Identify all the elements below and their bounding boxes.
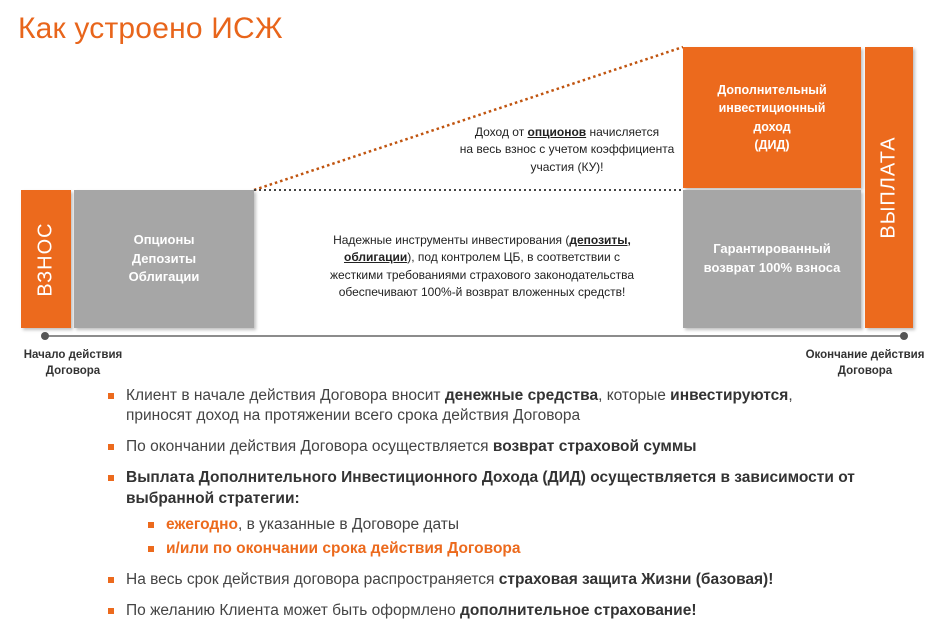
bullet-strong: возврат страховой суммы <box>492 438 697 456</box>
options-text-part: начисляется <box>586 125 660 139</box>
did-line: (ДИД) <box>754 137 790 152</box>
guaranteed-line: возврат 100% взноса <box>703 260 841 275</box>
instrument-bonds: Облигации <box>128 269 200 285</box>
bullet-text: По окончании действия Договора осуществляется <box>126 438 493 456</box>
bullet-strong: дополнительное страхование <box>460 602 692 620</box>
end-label-line: Окончание действия <box>805 349 925 361</box>
reliable-instruments-text <box>296 232 668 302</box>
bullet-strong: инвестируются <box>670 387 789 404</box>
reliable-text-line: обеспечивают 100%-й возврат вложенных средств! <box>338 285 626 300</box>
reliable-text-part: ), под контролем ЦБ, в соответствии с <box>407 250 620 265</box>
instruments-box <box>74 190 254 328</box>
end-label <box>790 348 940 379</box>
bullet-item <box>108 601 908 621</box>
did-line: доход <box>753 119 791 134</box>
bullet-strong: страховая защита Жизни (базовая) <box>498 570 769 588</box>
bullet-item <box>108 437 908 457</box>
contribution-label: ВЗНОС <box>34 221 57 297</box>
bullet-strong: денежные средства <box>444 387 599 404</box>
start-dot <box>41 332 49 340</box>
start-label-line: Договора <box>45 364 101 377</box>
bullet-text: приносят доход на протяжении всего срока действия Договора <box>126 407 581 425</box>
did-line: инвестиционный <box>718 101 826 116</box>
additional-income-box <box>683 47 861 188</box>
bullet-list <box>108 386 908 632</box>
end-dot <box>900 332 908 340</box>
options-text-bold: опционов <box>527 125 587 139</box>
reliable-text-bold: депозиты, <box>569 233 631 247</box>
bullet-text: Клиент в начале действия Договора вносит <box>126 387 445 404</box>
bullet-text: На весь срок действия договора распространяется <box>126 570 499 588</box>
options-text-part: Доход от <box>474 125 528 139</box>
options-text-line: на весь взнос с учетом коэффициента <box>459 142 675 157</box>
reliable-text-part: Надежные инструменты инвестирования ( <box>333 233 570 247</box>
sub-bullet-text: , в указанные в Договоре даты <box>238 515 459 533</box>
bullet-strong: Выплата Дополнительного Инвестиционного Дохода (ДИД) осуществляется в зависимости от <box>126 469 855 487</box>
options-text-line: участия (КУ)! <box>530 159 604 174</box>
reliable-text-line: жесткими требованиями страхового законодательства <box>329 267 635 282</box>
bullet-strong: выбранной стратегии: <box>126 489 300 507</box>
bullet-item <box>108 570 908 590</box>
bullet-text: , которые <box>598 387 671 404</box>
instrument-options: Опционы <box>133 231 195 247</box>
sub-bullet-strong: и/или по окончании срока действия Договора <box>166 539 521 557</box>
bullet-strong: ! <box>691 602 697 620</box>
guaranteed-line: Гарантированный <box>713 241 831 257</box>
bullet-item <box>108 468 908 508</box>
start-label <box>8 348 138 379</box>
sub-bullet-item <box>148 515 908 535</box>
options-income-text <box>432 124 702 176</box>
contribution-box <box>21 190 71 328</box>
sub-bullet-strong: ежегодно <box>166 515 239 533</box>
reliable-text-bold: облигации <box>343 250 408 265</box>
guaranteed-return-box <box>683 190 861 328</box>
bullet-text: По желанию Клиента может быть оформлено <box>126 602 461 620</box>
did-line: Дополнительный <box>717 83 827 98</box>
bullet-strong: ! <box>768 570 774 588</box>
instrument-deposits: Депозиты <box>131 250 197 266</box>
bullet-text: , <box>788 387 793 404</box>
sub-bullet-item <box>148 539 908 559</box>
start-label-line: Начало действия <box>23 349 123 361</box>
page-title: Как устроено ИСЖ <box>18 12 283 45</box>
bullet-item <box>108 386 908 426</box>
payout-label: ВЫПЛАТА <box>877 136 900 239</box>
payout-box <box>865 47 913 328</box>
end-label-line: Договора <box>837 364 893 377</box>
